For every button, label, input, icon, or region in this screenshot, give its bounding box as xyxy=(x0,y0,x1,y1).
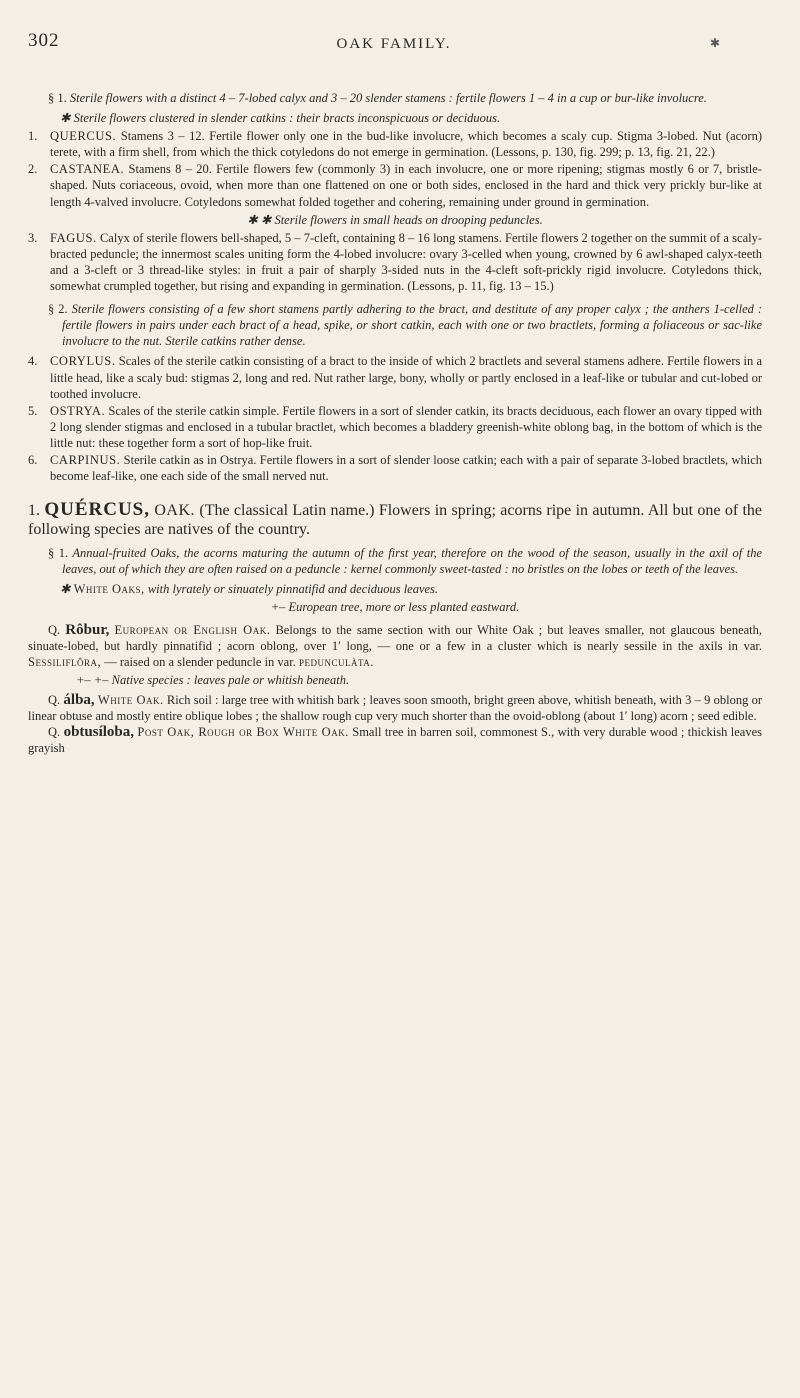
section-heading xyxy=(28,90,762,106)
genus-number: 5. xyxy=(28,403,38,418)
subsection-heading xyxy=(28,599,762,615)
species-description-cont: — raised on a slender peduncle in var. xyxy=(104,654,296,669)
species-description: Belongs to the same section with our White Oak ; but leaves smaller, not glaucous beneath, sinuate-lobed, but hardly pinnatifid ; acorn oblong, over 1′ long, — one or a few in a cluster which is nearly sessile in the axils in var. xyxy=(28,622,763,653)
genus-description: Stamens 3 – 12. Fertile flower only one in the bud-like involucre, which becomes a scaly cup. Stigma 3-lobed. Nut (acorn) terete, with a firm shell, from which the thick cotyledons do not emerge in germination. (Lessons, p. 130, fig. 299; p. 13, fig. 21, 22.) xyxy=(50,129,762,160)
genus-name: QUERCUS. xyxy=(50,129,117,144)
genus-name: OSTRYA. xyxy=(50,403,106,418)
subsection-text: Sterile flowers in small heads on drooping peduncles. xyxy=(274,212,543,227)
genus-number: 1. xyxy=(28,129,38,144)
species-common-name: Post Oak, Rough or Box White Oak. xyxy=(137,725,349,740)
genus-description: Stamens 8 – 20. Fertile flowers few (commonly 3) in each involucre, one or more ripening; stigmas mostly 6 or 7, bristle-shaped. Nuts coriaceous, ovoid, when more than one flattened on one or both sides, enclosed in the hard and thick very prickly bur-like at length 4-valved involucre. Cotyledons somewhat folded together and cohering, remaining under ground in germination. xyxy=(50,162,762,209)
subsection-text: with lyrately or sinuately pinnatifid and deciduous leaves. xyxy=(147,582,439,597)
species-entry xyxy=(28,692,762,724)
species-variety: Sessiliflôra, xyxy=(28,654,102,669)
species-entry xyxy=(28,622,762,670)
genus-main-entry xyxy=(28,500,762,539)
species-description: Rich soil : large tree with whitish bark ; leaves soon smooth, bright green above, whitish beneath, with 3 – 9 oblong or linear obtuse and mostly entire oblique lobes ; the shallow rough cup very much shorter than the ovoid-oblong (about 1′ long) acorn ; seed edible. xyxy=(28,692,762,723)
genus-number: 2. xyxy=(28,162,38,177)
section-text: Sterile flowers consisting of a few short stamens partly adhering to the bract, and destitute of any proper calyx ; the anthers 1-celled : fertile flowers in pairs under each bract of a head, spike, or short catkin, each with one or two bractlets, forming a foliaceous or sac-like involucre to the nut. Sterile catkins rather dense. xyxy=(62,302,763,349)
subsection-symbol: ✱ ✱ xyxy=(247,212,272,227)
genus-entry xyxy=(28,452,762,484)
species-description: Small tree in barren soil, commonest S., with very durable wood ; thickish leaves grayish xyxy=(28,725,763,756)
genus-entry xyxy=(28,403,762,451)
genus-main-description: (The classical Latin name.) Flowers in spring; acorns ripe in autumn. All but one of the following species are natives of the country. xyxy=(28,502,763,539)
subsection-text: European tree, more or less planted eastward. xyxy=(288,600,520,615)
genus-main-number: 1. xyxy=(28,502,40,520)
species-common-name: European or English Oak. xyxy=(114,622,271,637)
genus-number: 3. xyxy=(28,230,38,245)
subsection-heading xyxy=(28,672,762,688)
species-genus: Q. xyxy=(48,725,61,740)
section-heading xyxy=(28,545,762,577)
page-header xyxy=(28,30,760,70)
genus-description: Scales of the sterile catkin simple. Fertile flowers in a sort of slender catkin, its bracts deciduous, each flower an ovary tipped with 2 long slender stigmas and enclosed in a tubular bractlet, which becomes a bladdery greenish-white oblong bag, in the bottom of which is the little nut: these together form a sort of hop-like fruit. xyxy=(50,403,762,450)
genus-main-name: QUÉRCUS, xyxy=(44,499,150,521)
subsection-text: Sterile flowers clustered in slender catkins : their bracts inconspicuous or deciduous. xyxy=(73,111,501,126)
running-title: OAK FAMILY. xyxy=(336,36,452,52)
section-symbol: § 1. xyxy=(48,91,67,105)
section-symbol: § 1. xyxy=(48,546,69,561)
subsection-symbol: +– xyxy=(270,600,286,615)
genus-name: CARPINUS. xyxy=(50,452,121,467)
genus-description: Scales of the sterile catkin consisting of a bract to the inside of which 2 bractlets and several stamens adhere. Fertile flowers in a little head, like a scaly bud: stigmas 2, long and red. Nut rather large, bony, wholly or partly enclosed in a leaf-like or tubular and cut-lobed or toothed involucre. xyxy=(50,354,762,401)
species-common-name: White Oak. xyxy=(97,692,164,707)
subsection-lead: White Oaks, xyxy=(73,582,145,597)
genus-entry xyxy=(28,353,762,401)
genus-name: CASTANEA. xyxy=(50,162,125,177)
subsection-heading xyxy=(28,581,762,597)
subsection-symbol: +– +– xyxy=(76,672,109,687)
genus-description: Calyx of sterile flowers bell-shaped, 5 – 7-cleft, containing 8 – 16 long stamens. Fertile flowers 2 together on the summit of a scaly-bracted peduncle; the innermost scales uniting form the 4-lobed involucre: ovary 3-celled when young, crowned by 6 awl-shaped calyx-teeth and a 3-cleft or 3 thread-like styles: in fruit a pair of sharply 3-sided nuts in the 4-cleft soft-prickly rigid involucre. Cotyledons thick, somewhat crumpled together, but rising and expanding in germination. (Lessons, p. 11, fig. 13 – 15.) xyxy=(50,230,762,294)
section-text: Sterile flowers with a distinct 4 – 7-lobed calyx and 3 – 20 slender stamens : fertile flowers 1 – 4 in a cup or bur-like involucre. xyxy=(69,91,707,105)
page-number: 302 xyxy=(28,30,60,51)
genus-name: FAGUS. xyxy=(50,230,97,245)
genus-entry xyxy=(28,161,762,209)
species-genus: Q. xyxy=(48,692,61,707)
species-name: álba, xyxy=(63,691,95,708)
page-body xyxy=(28,90,762,756)
species-entry xyxy=(28,724,762,756)
genus-name: CORYLUS. xyxy=(50,354,116,369)
section-heading xyxy=(28,301,762,349)
species-name: obtusíloba, xyxy=(63,724,135,741)
subsection-symbol: ✱ xyxy=(60,111,71,126)
section-text: Annual-fruited Oaks, the acorns maturing the autumn of the first year, therefore on the wood of the season, usually in the axil of the leaves, out of which they are often raised on a peduncle : kernel commonly sweet-tasted : no bristles on the lobes or teeth of the leaves. xyxy=(62,546,762,577)
subsection-heading xyxy=(28,212,762,228)
subsection-symbol: ✱ xyxy=(60,582,71,597)
genus-number: 4. xyxy=(28,354,38,369)
genus-description: Sterile catkin as in Ostrya. Fertile flowers in a sort of slender loose catkin; each with a pair of separate 3-lobed bractlets, which become leaf-like, one each side of the small nerved nut. xyxy=(50,452,762,484)
genus-entry xyxy=(28,128,762,160)
section-symbol: § 2. xyxy=(48,302,68,317)
subsection-text: Native species : leaves pale or whitish beneath. xyxy=(111,672,350,687)
genus-entry xyxy=(28,230,762,294)
species-variety: pedunculàta. xyxy=(298,654,374,669)
species-name: Rôbur, xyxy=(65,621,110,638)
genus-number: 6. xyxy=(28,452,38,467)
corner-mark: ✱ xyxy=(709,36,720,50)
subsection-heading xyxy=(28,110,762,126)
genus-main-common-name: OAK. xyxy=(154,502,196,520)
species-genus: Q. xyxy=(48,622,61,637)
